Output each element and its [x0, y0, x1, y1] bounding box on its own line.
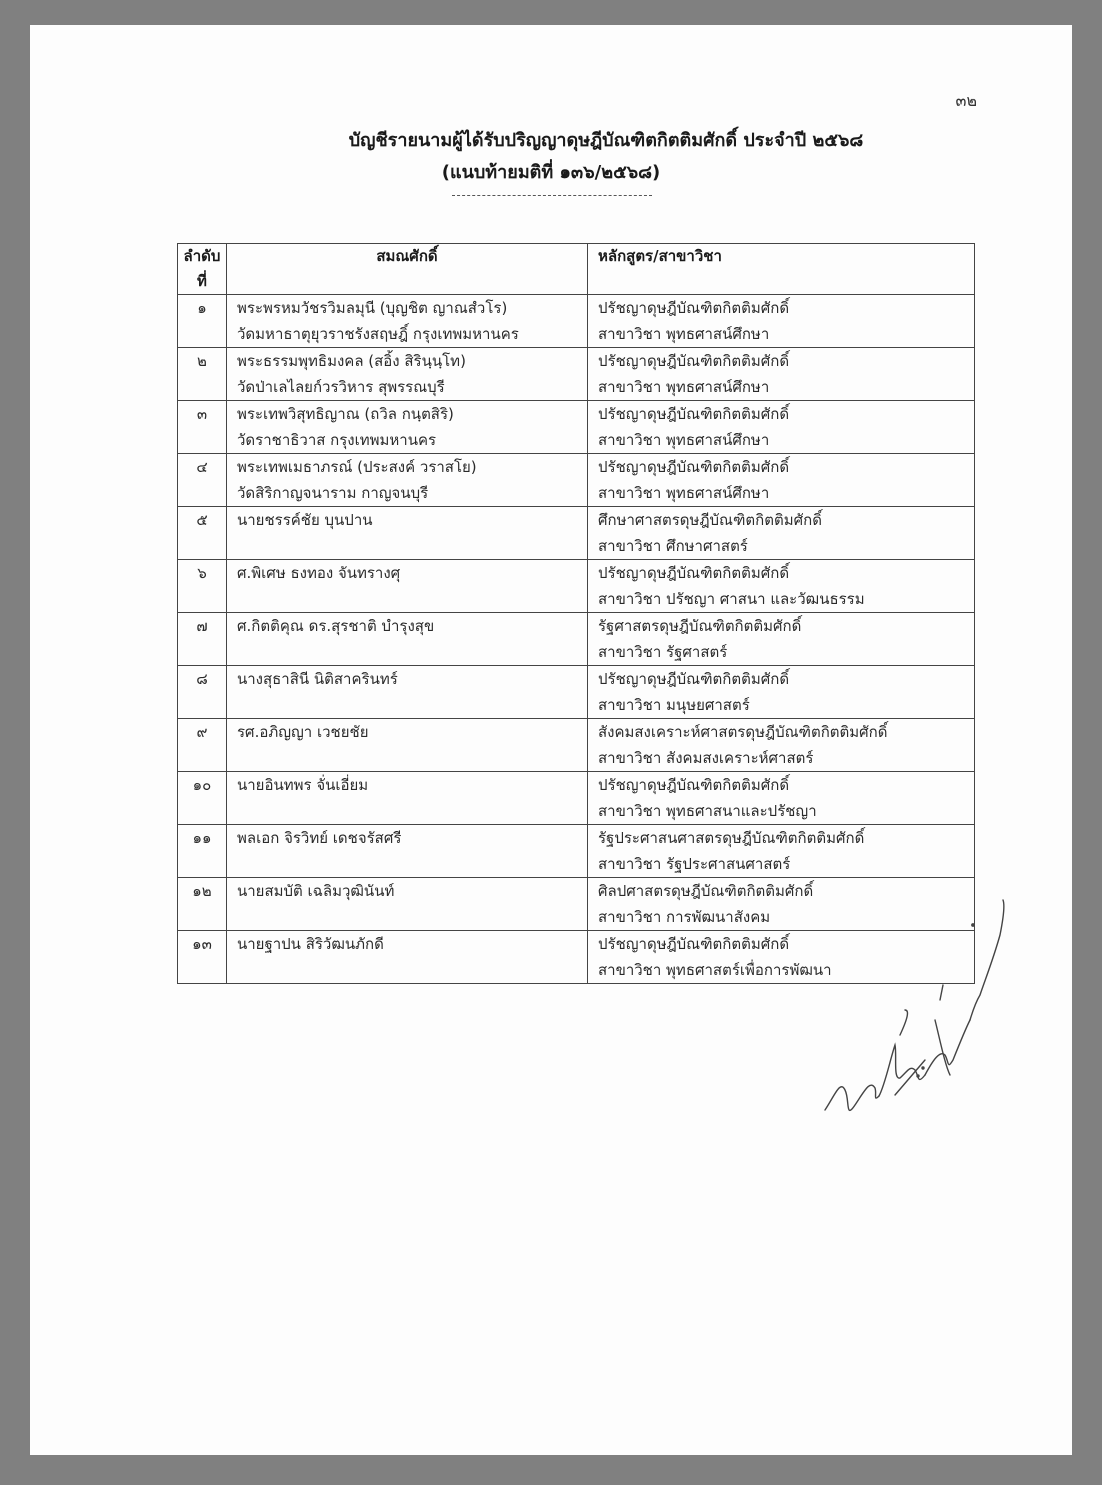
degree-major: สาขาวิชา มนุษยศาสตร์ [598, 696, 750, 714]
recipient-cell [227, 772, 588, 825]
honorary-degree-table [177, 243, 975, 984]
row-number: ๑๑ [178, 825, 227, 878]
row-number: ๔ [178, 454, 227, 507]
degree-major: สาขาวิชา พุทธศาสน์ศึกษา [598, 431, 770, 449]
document-page [30, 25, 1072, 1455]
table-row [178, 507, 975, 560]
degree-cell [588, 825, 975, 878]
page-number: ๓๒ [955, 91, 977, 110]
degree-name: รัฐประศาสนศาสตรดุษฎีบัณฑิตกิตติมศักดิ์ [598, 829, 865, 847]
row-number: ๓ [178, 401, 227, 454]
table-row [178, 454, 975, 507]
degree-major: สาขาวิชา พุทธศาสนาและปรัชญา [598, 802, 817, 820]
row-number: ๑๒ [178, 878, 227, 931]
table-row [178, 719, 975, 772]
recipient-name: รศ.อภิญญา เวชยชัย [237, 723, 369, 741]
table-header-row [178, 244, 975, 295]
recipient-cell [227, 613, 588, 666]
recipient-name: นายชรรค์ชัย บุนปาน [237, 511, 373, 529]
recipient-name: นายสมบัติ เฉลิมวุฒินันท์ [237, 882, 395, 900]
document-subtitle: (แนบท้ายมติที่ ๑๓๖/๒๕๖๘) [441, 162, 661, 183]
table-row [178, 825, 975, 878]
degree-cell [588, 772, 975, 825]
row-number: ๒ [178, 348, 227, 401]
row-number: ๘ [178, 666, 227, 719]
degree-name: ปรัชญาดุษฎีบัณฑิตกิตติมศักดิ์ [598, 670, 790, 688]
recipient-name: พลเอก จิรวิทย์ เดชจรัสศรี [237, 829, 402, 847]
degree-cell [588, 454, 975, 507]
row-number: ๕ [178, 507, 227, 560]
degree-cell [588, 613, 975, 666]
header-title: สมณศักดิ์ [227, 244, 588, 295]
degree-cell [588, 719, 975, 772]
recipient-affiliation: วัดราชาธิวาส กรุงเทพมหานคร [237, 431, 437, 449]
recipient-affiliation: วัดสิริกาญจนาราม กาญจนบุรี [237, 484, 429, 502]
table-row [178, 772, 975, 825]
degree-cell [588, 295, 975, 348]
degree-cell [588, 560, 975, 613]
recipient-cell [227, 931, 588, 984]
recipient-cell [227, 719, 588, 772]
recipient-name: พระเทพเมธาภรณ์ (ประสงค์ วราสโย) [237, 458, 477, 476]
recipient-name: ศ.กิตติคุณ ดร.สุรชาติ บำรุงสุข [237, 617, 435, 635]
title-divider [452, 195, 652, 196]
recipient-cell [227, 454, 588, 507]
table-row [178, 295, 975, 348]
degree-name: ปรัชญาดุษฎีบัณฑิตกิตติมศักดิ์ [598, 564, 790, 582]
recipient-cell [227, 295, 588, 348]
degree-name: ปรัชญาดุษฎีบัณฑิตกิตติมศักดิ์ [598, 352, 790, 370]
degree-major: สาขาวิชา สังคมสงเคราะห์ศาสตร์ [598, 749, 814, 767]
header-degree: หลักสูตร/สาขาวิชา [588, 244, 975, 295]
degree-name: รัฐศาสตรดุษฎีบัณฑิตกิตติมศักดิ์ [598, 617, 802, 635]
recipient-affiliation: วัดป่าเลไลยก์วรวิหาร สุพรรณบุรี [237, 378, 445, 396]
recipient-name: พระเทพวิสุทธิญาณ (ถวิล กนฺตสิริ) [237, 405, 454, 423]
degree-major: สาขาวิชา การพัฒนาสังคม [598, 908, 771, 926]
degree-cell [588, 666, 975, 719]
degree-major: สาขาวิชา พุทธศาสน์ศึกษา [598, 378, 770, 396]
recipient-affiliation: วัดมหาธาตุยุวราชรังสฤษฎิ์ กรุงเทพมหานคร [237, 325, 519, 343]
recipient-cell [227, 560, 588, 613]
row-number: ๑๓ [178, 931, 227, 984]
recipient-name: นายฐาปน สิริวัฒนภักดี [237, 935, 384, 953]
degree-major: สาขาวิชา พุทธศาสน์ศึกษา [598, 325, 770, 343]
signature-icon [815, 880, 1015, 1150]
recipient-name: นายอินทพร จั่นเอี่ยม [237, 776, 369, 794]
table-row [178, 348, 975, 401]
degree-name: สังคมสงเคราะห์ศาสตรดุษฎีบัณฑิตกิตติมศักดิ์ [598, 723, 888, 741]
recipient-name: พระธรรมพุทธิมงคล (สอิ้ง สิรินฺนฺโท) [237, 352, 466, 370]
degree-major: สาขาวิชา ศึกษาศาสตร์ [598, 537, 748, 555]
row-number: ๙ [178, 719, 227, 772]
degree-name: ปรัชญาดุษฎีบัณฑิตกิตติมศักดิ์ [598, 458, 790, 476]
recipient-cell [227, 666, 588, 719]
recipient-cell [227, 507, 588, 560]
degree-cell [588, 348, 975, 401]
degree-name: ศึกษาศาสตรดุษฎีบัณฑิตกิตติมศักดิ์ [598, 511, 822, 529]
degree-major: สาขาวิชา พุทธศาสตร์เพื่อการพัฒนา [598, 961, 832, 979]
degree-name: ปรัชญาดุษฎีบัณฑิตกิตติมศักดิ์ [598, 405, 790, 423]
degree-cell [588, 507, 975, 560]
table-row [178, 401, 975, 454]
row-number: ๖ [178, 560, 227, 613]
recipient-name: นางสุธาสินี นิติสาครินทร์ [237, 670, 398, 688]
header-order: ลำดับที่ [178, 244, 227, 295]
row-number: ๑๐ [178, 772, 227, 825]
degree-name: ศิลปศาสตรดุษฎีบัณฑิตกิตติมศักดิ์ [598, 882, 814, 900]
recipient-name: ศ.พิเศษ ธงทอง จันทรางศุ [237, 564, 401, 582]
table-row [178, 666, 975, 719]
recipient-name: พระพรหมวัชรวิมลมุนี (บุญชิต ญาณสํวโร) [237, 299, 508, 317]
degree-cell [588, 401, 975, 454]
degree-name: ปรัชญาดุษฎีบัณฑิตกิตติมศักดิ์ [598, 776, 790, 794]
row-number: ๗ [178, 613, 227, 666]
recipient-cell [227, 825, 588, 878]
table-row [178, 613, 975, 666]
degree-major: สาขาวิชา ปรัชญา ศาสนา และวัฒนธรรม [598, 590, 865, 608]
row-number: ๑ [178, 295, 227, 348]
document-title: บัญชีรายนามผู้ได้รับปริญญาดุษฎีบัณฑิตกิตติมศักดิ์ ประจำปี ๒๕๖๘ [348, 130, 864, 151]
degree-name: ปรัชญาดุษฎีบัณฑิตกิตติมศักดิ์ [598, 299, 790, 317]
recipient-cell [227, 348, 588, 401]
degree-major: สาขาวิชา รัฐศาสตร์ [598, 643, 728, 661]
degree-major: สาขาวิชา รัฐประศาสนศาสตร์ [598, 855, 791, 873]
degree-name: ปรัชญาดุษฎีบัณฑิตกิตติมศักดิ์ [598, 935, 790, 953]
table-row [178, 560, 975, 613]
recipient-cell [227, 401, 588, 454]
degree-major: สาขาวิชา พุทธศาสน์ศึกษา [598, 484, 770, 502]
recipient-cell [227, 878, 588, 931]
